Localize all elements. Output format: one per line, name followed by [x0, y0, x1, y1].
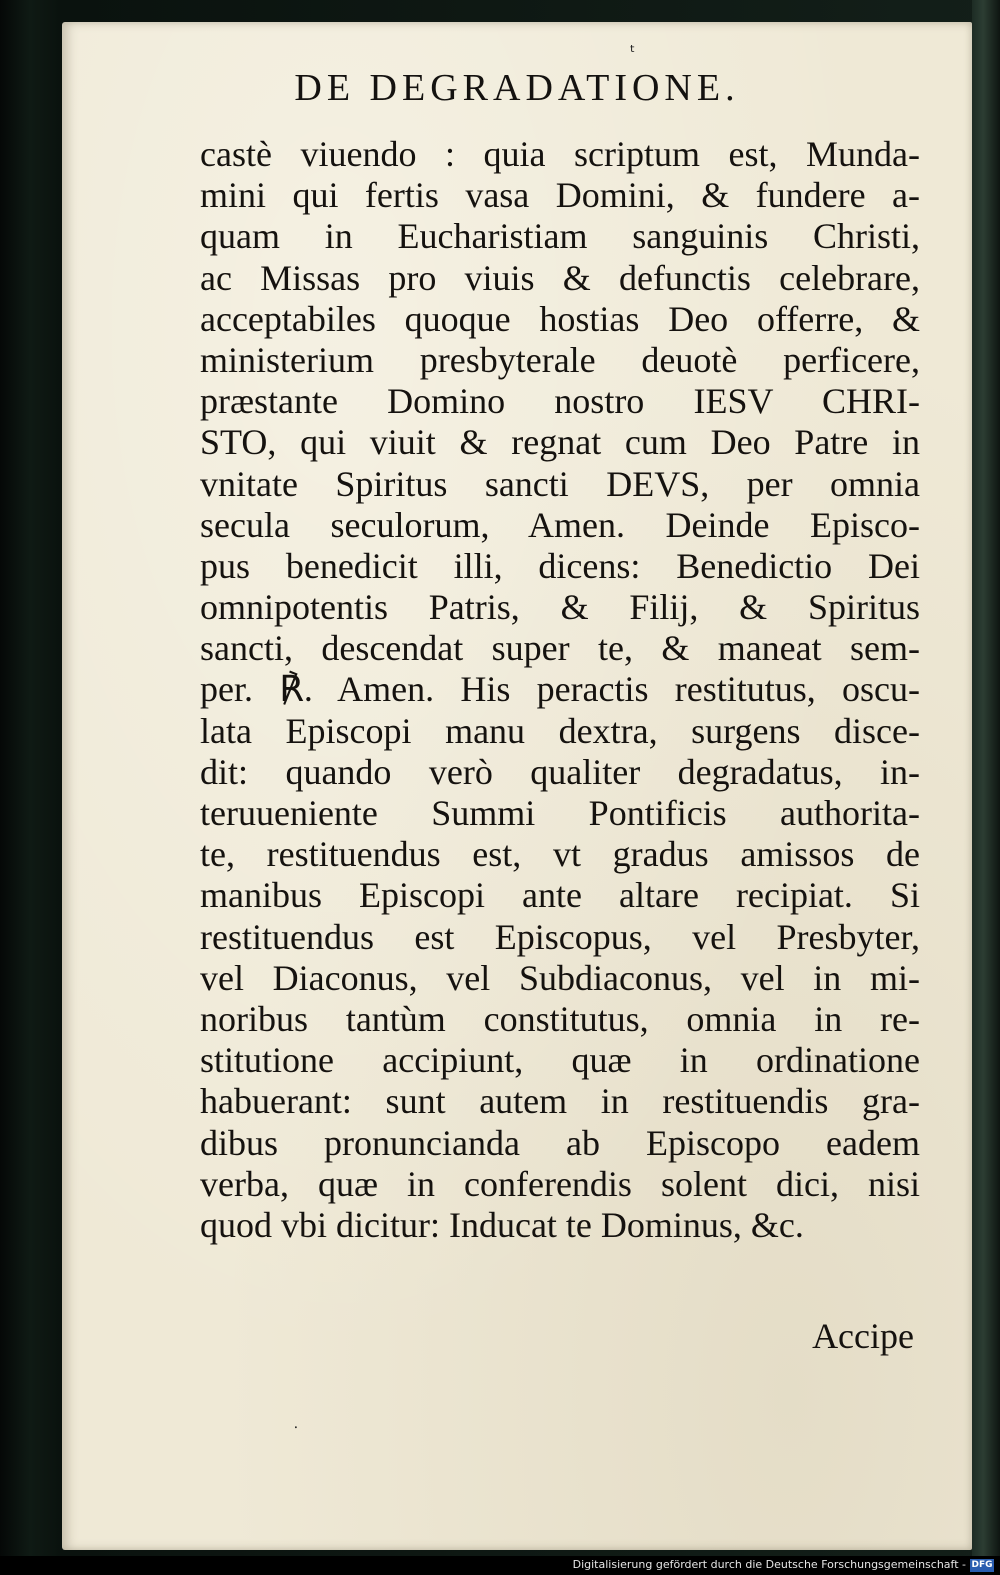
text-line: sancti, descendat super te, & maneat sem-: [200, 628, 920, 669]
text-line: præstante Domino nostro IESV CHRI-: [200, 381, 920, 422]
text-line: secula seculorum, Amen. Deinde Episco-: [200, 504, 920, 545]
text-line: pus benedicit illi, dicens: Benedictio Dei: [200, 545, 920, 586]
text-line: teruueniente Summi Pontificis authorita-: [200, 793, 920, 833]
text-line: per. ℟. Amen. His peractis restitutus, oscu-: [200, 669, 920, 710]
body-text: [200, 134, 920, 1246]
text-line: verba, quæ in conferendis solent dici, nisi: [200, 1163, 920, 1204]
text-line: restituendus est Episcopus, vel Presbyter,: [200, 916, 920, 957]
text-line: te, restituendus est, vt gradus amissos de: [200, 834, 920, 875]
book-page: [62, 22, 972, 1550]
text-line: quam in Eucharistiam sanguinis Christi,: [200, 216, 920, 257]
running-head: DE DEGRADATIONE.: [294, 67, 740, 109]
text-line: manibus Episcopi ante altare recipiat. Si: [200, 875, 920, 916]
text-line: omnipotentis Patris, & Filij, & Spiritus: [200, 587, 920, 628]
text-line: lata Episcopi manu dextra, surgens disce-: [200, 710, 920, 751]
text-line: habuerant: sunt autem in restituendis gra-: [200, 1081, 920, 1122]
text-line: ministerium presbyterale deuotè perficere,: [200, 339, 920, 380]
text-line: vnitate Spiritus sancti DEVS, per omnia: [200, 463, 920, 504]
text-line: vel Diaconus, vel Subdiaconus, vel in mi-: [200, 957, 920, 998]
footer-credit: Digitalisierung gefördert durch die Deutsche Forschungsgemeinschaft -: [572, 1558, 966, 1571]
text-line: castè viuendo : quia scriptum est, Munda-: [200, 134, 920, 174]
text-line: dibus pronuncianda ab Episcopo eadem: [200, 1122, 920, 1163]
text-line: mini qui fertis vasa Domini, & fundere a-: [200, 175, 920, 216]
catchword: Accipe: [812, 1316, 914, 1356]
text-line: acceptabiles quoque hostias Deo offerre, &: [200, 298, 920, 339]
text-line: STO, qui viuit & regnat cum Deo Patre in: [200, 422, 920, 463]
text-line: ac Missas pro viuis & defunctis celebrare,: [200, 257, 920, 298]
book-edge: [972, 0, 1000, 1575]
text-line: stitutione accipiunt, quæ in ordinatione: [200, 1040, 920, 1081]
print-mark: ⸳: [294, 1418, 298, 1434]
dfg-logo: DFG: [971, 1560, 993, 1570]
text-line: noribus tantùm constitutus, omnia in re-: [200, 998, 920, 1039]
print-mark: ᵗ: [630, 42, 636, 63]
text-line: dit: quando verò qualiter degradatus, in-: [200, 751, 920, 792]
text-line: quod vbi dicitur: Inducat te Dominus, &c.: [200, 1204, 804, 1245]
